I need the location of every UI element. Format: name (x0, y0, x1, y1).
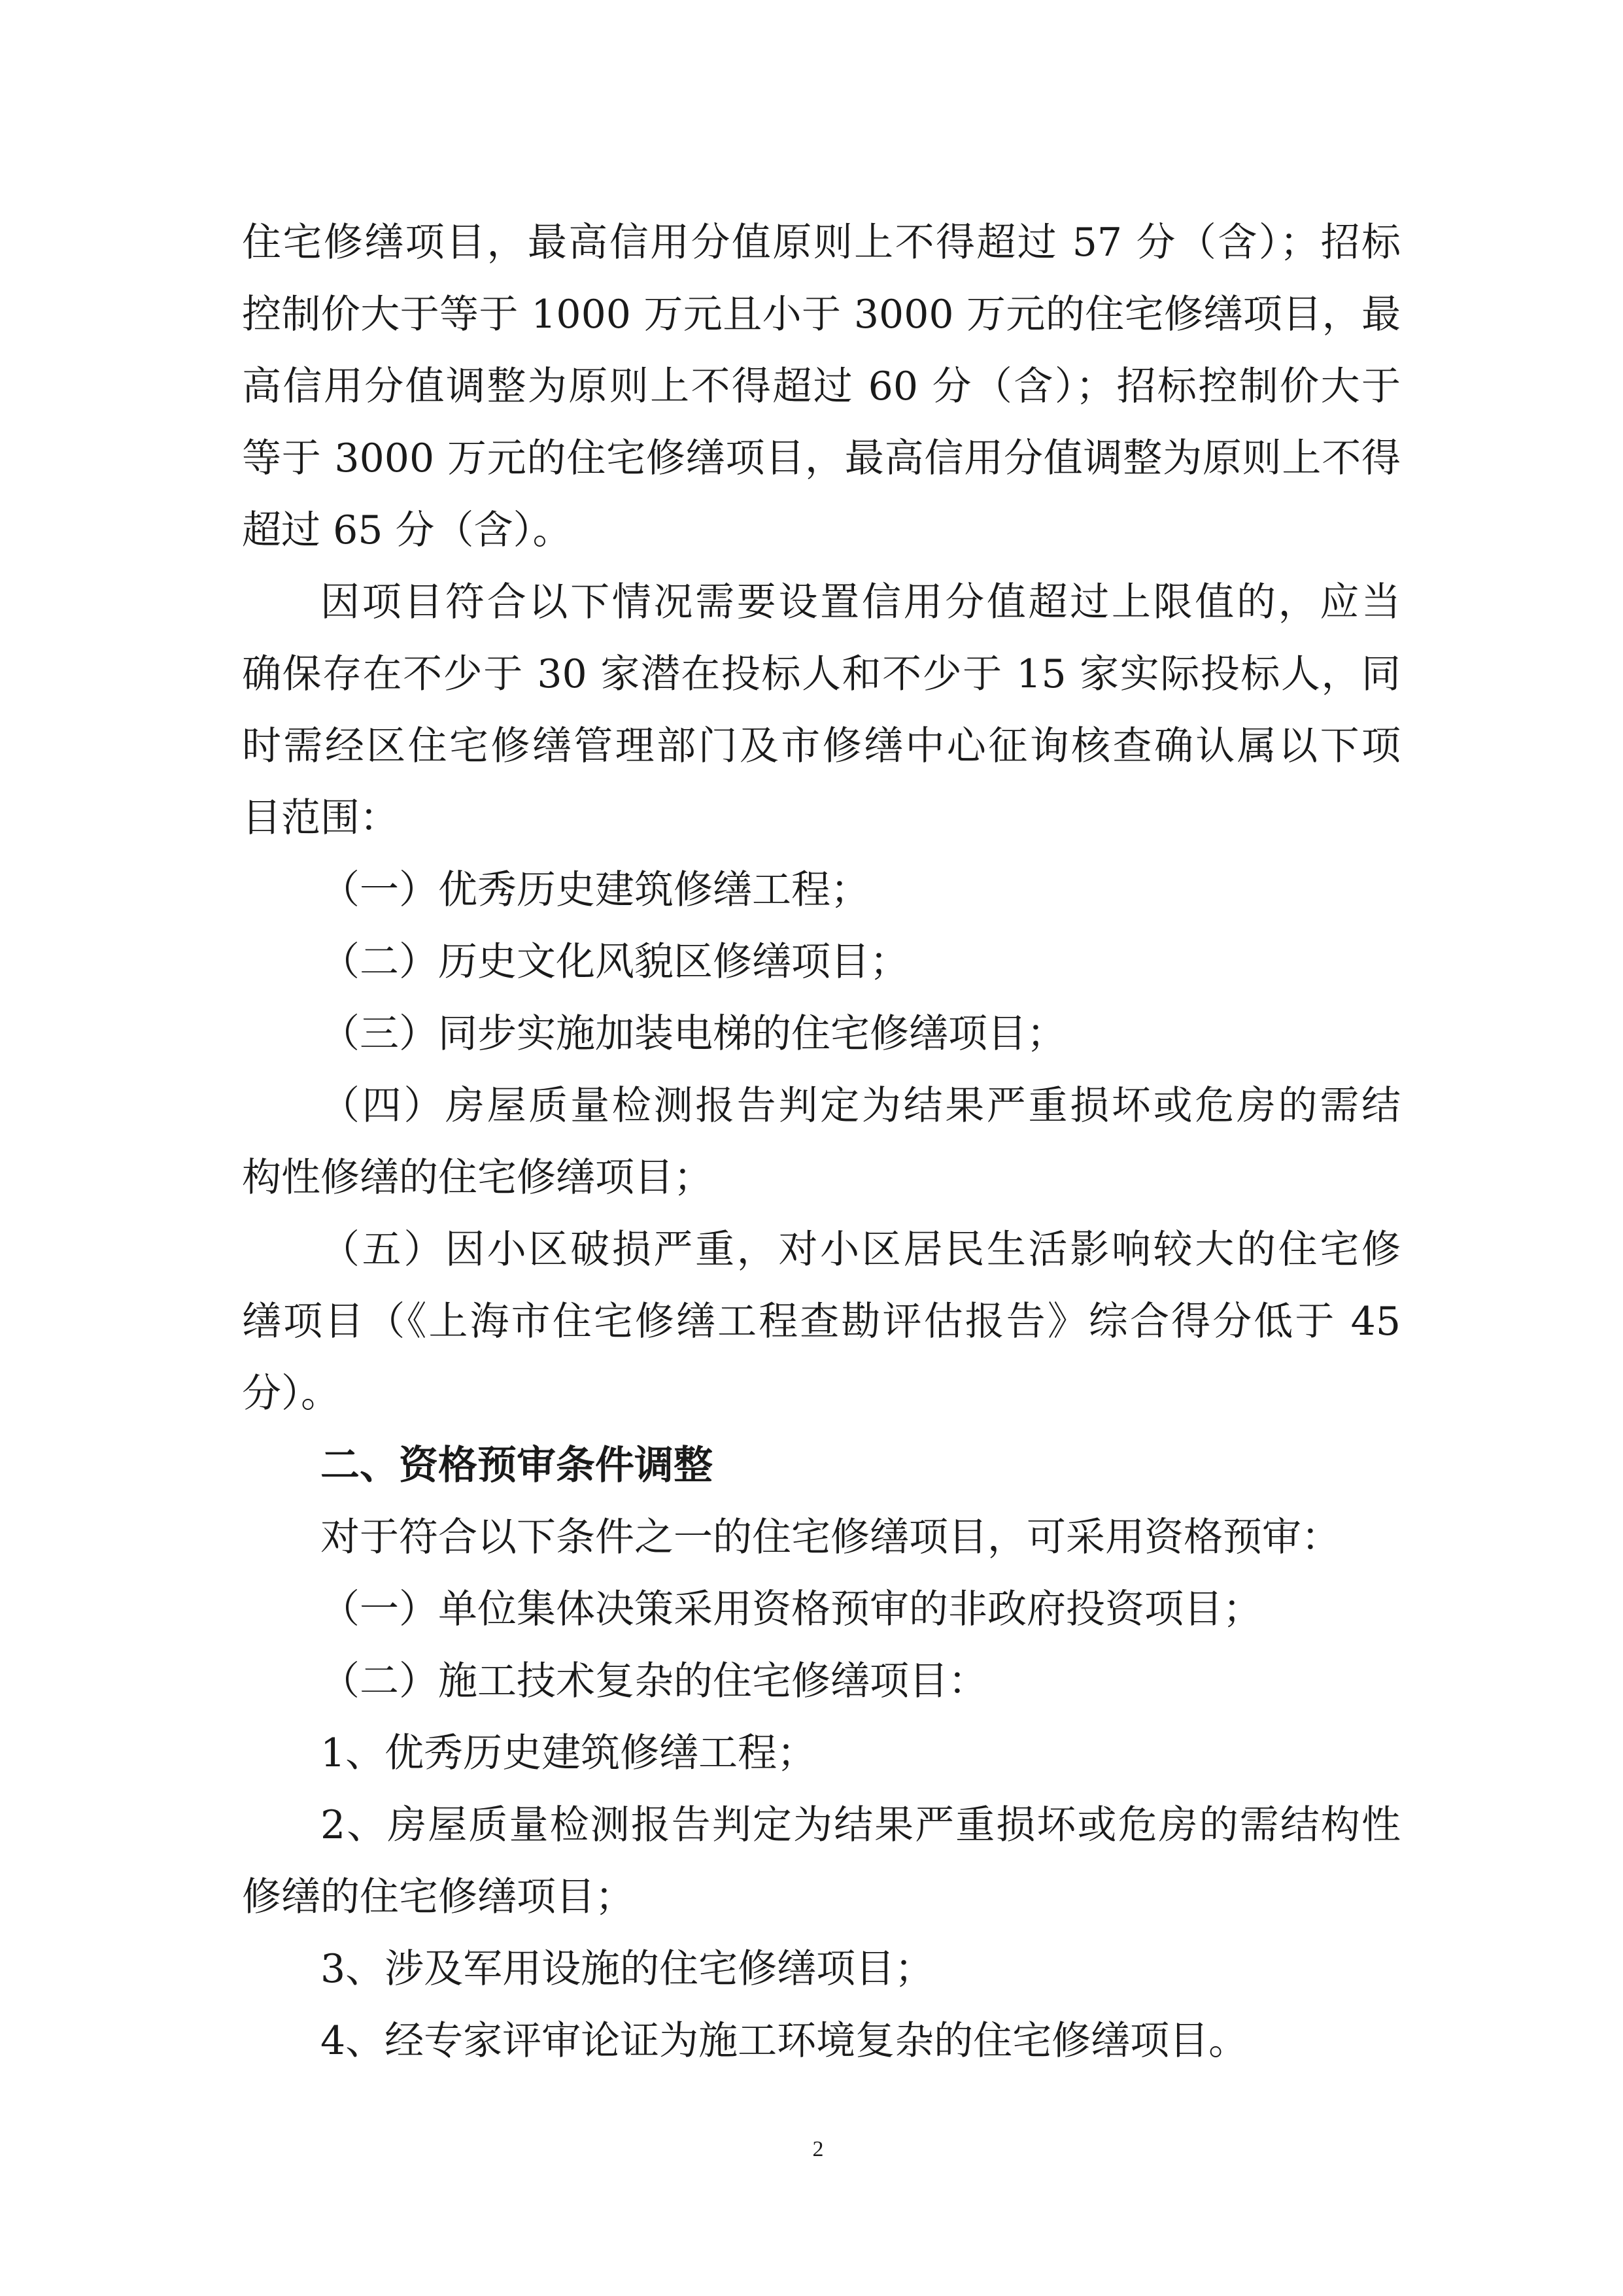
list-item: （一）单位集体决策采用资格预审的非政府投资项目； (320, 1586, 1262, 1632)
paragraph-line: 等于 3000 万元的住宅修缮项目，最高信用分值调整为原则上不得 (242, 436, 1401, 481)
list-item: （二）历史文化风貌区修缮项目； (320, 939, 909, 985)
paragraph-line: 时需经区住宅修缮管理部门及市修缮中心征询核查确认属以下项 (242, 723, 1401, 769)
paragraph-line: 控制价大于等于 1000 万元且小于 3000 万元的住宅修缮项目，最 (242, 292, 1401, 337)
list-item-continuation: 分）。 (242, 1371, 340, 1416)
section-heading: 二、资格预审条件调整 (320, 1443, 713, 1488)
paragraph-line: 高信用分值调整为原则上不得超过 60 分（含）；招标控制价大于 (242, 364, 1401, 409)
list-item: （二）施工技术复杂的住宅修缮项目： (320, 1658, 987, 1704)
paragraph-line: 目范围： (242, 795, 399, 841)
list-item-continuation: 修缮的住宅修缮项目； (242, 1874, 634, 1920)
list-item-continuation: 构性修缮的住宅修缮项目； (242, 1155, 713, 1201)
body-text (242, 207, 1401, 2077)
list-item: 3、涉及军用设施的住宅修缮项目； (320, 1946, 934, 1992)
paragraph-line: 对于符合以下条件之一的住宅修缮项目，可采用资格预审： (320, 1515, 1341, 1560)
list-item: 2、房屋质量检测报告判定为结果严重损坏或危房的需结构性 (320, 1802, 1401, 1848)
list-item: （五）因小区破损严重，对小区居民生活影响较大的住宅修 (320, 1227, 1401, 1273)
list-item-continuation: 缮项目（《上海市住宅修缮工程查勘评估报告》综合得分低于 45 (242, 1299, 1401, 1345)
list-item: 4、经专家评审论证为施工环境复杂的住宅修缮项目。 (320, 2018, 1248, 2064)
list-item: （三）同步实施加装电梯的住宅修缮项目； (320, 1011, 1066, 1057)
list-item: （四）房屋质量检测报告判定为结果严重损坏或危房的需结 (320, 1083, 1401, 1129)
paragraph-line: 确保存在不少于 30 家潜在投标人和不少于 15 家实际投标人，同 (242, 651, 1401, 697)
paragraph-line: 超过 65 分（含）。 (242, 507, 572, 553)
page-number: 2 (812, 2137, 824, 2161)
paragraph-line: 因项目符合以下情况需要设置信用分值超过上限值的，应当 (320, 579, 1401, 625)
paragraph-line: 住宅修缮项目，最高信用分值原则上不得超过 57 分（含）；招标 (242, 220, 1401, 266)
list-item: 1、优秀历史建筑修缮工程； (320, 1730, 817, 1776)
list-item: （一）优秀历史建筑修缮工程； (320, 867, 870, 913)
